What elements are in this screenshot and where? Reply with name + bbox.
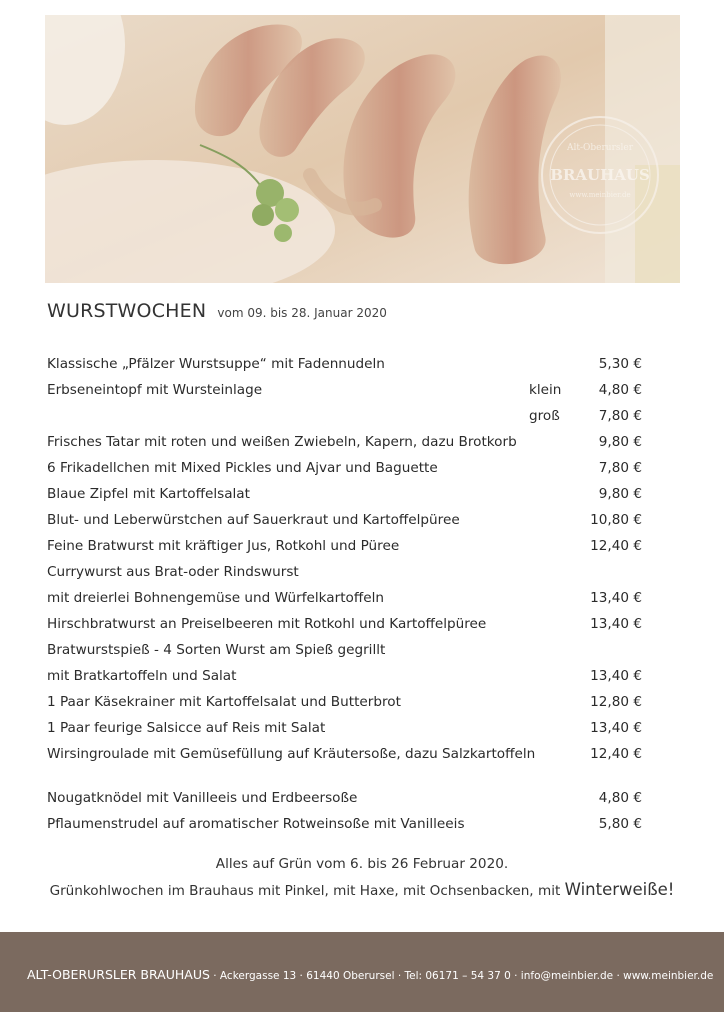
menu-item-text: 1 Paar Käsekrainer mit Kartoffelsalat und Butterbrot — [47, 694, 401, 710]
menu-item — [47, 481, 642, 507]
menu-item — [47, 533, 642, 559]
menu-item — [47, 507, 642, 533]
dessert-item-price: 5,80 € — [598, 816, 642, 832]
menu-list — [47, 351, 642, 837]
logo-text-top: Alt-Oberursler — [566, 143, 634, 153]
menu-item — [47, 559, 642, 585]
menu-item-price: 13,40 € — [590, 720, 642, 736]
announcement-highlight: Winterweiße! — [564, 880, 675, 899]
menu-item-price: 9,80 € — [598, 434, 642, 450]
menu-item — [47, 611, 642, 637]
menu-item-price: 7,80 € — [598, 460, 642, 476]
menu-item-text: 6 Frikadellchen mit Mixed Pickles und Ajvar und Baguette — [47, 460, 438, 476]
dessert-item-text: Nougatknödel mit Vanilleeis und Erdbeersoße — [47, 790, 358, 806]
menu-item-text: Wirsingroulade mit Gemüsefüllung auf Kräutersoße, dazu Salzkartoffeln — [47, 746, 536, 762]
footer-contact — [27, 964, 713, 983]
menu-item — [47, 403, 642, 429]
sausage-photo — [45, 15, 680, 283]
menu-item-text: Klassische „Pfälzer Wurstsuppe“ mit Fadennudeln — [47, 356, 385, 372]
menu-item-price: 10,80 € — [590, 512, 642, 528]
menu-item-text: Blut- und Leberwürstchen auf Sauerkraut und Kartoffelpüree — [47, 512, 460, 528]
menu-item — [47, 663, 642, 689]
menu-item-price: 13,40 € — [590, 590, 642, 606]
menu-item — [47, 741, 642, 767]
announcement-text: Grünkohlwochen im Brauhaus mit Pinkel, mit Haxe, mit Ochsenbacken, mit — [49, 883, 561, 899]
menu-item — [47, 715, 642, 741]
menu-item-price: 12,80 € — [590, 694, 642, 710]
menu-item-text: 1 Paar feurige Salsicce auf Reis mit Salat — [47, 720, 326, 736]
menu-item-text: Erbseneintopf mit Wursteinlage — [47, 382, 263, 398]
menu-item-price: 12,40 € — [590, 538, 642, 554]
page-title: WURSTWOCHEN — [47, 300, 207, 322]
menu-item — [47, 351, 642, 377]
menu-item-price: 7,80 € — [598, 408, 642, 424]
dessert-item-text: Pflaumenstrudel auf aromatischer Rotweinsoße mit Vanilleeis — [47, 816, 465, 832]
menu-item — [47, 429, 642, 455]
announcement-line-1: Alles auf Grün vom 6. bis 26 Februar 2020. — [215, 856, 509, 872]
menu-item-size: groß — [529, 408, 560, 424]
menu-item-text: Blaue Zipfel mit Kartoffelsalat — [47, 486, 250, 502]
menu-item-text: Feine Bratwurst mit kräftiger Jus, Rotkohl und Püree — [47, 538, 400, 554]
menu-heading — [47, 300, 387, 322]
menu-item — [47, 637, 642, 663]
menu-item — [47, 455, 642, 481]
menu-item — [47, 689, 642, 715]
logo-text-url: www.meinbier.de — [569, 191, 631, 199]
menu-item-text: mit Bratkartoffeln und Salat — [47, 668, 237, 684]
page-subtitle: vom 09. bis 28. Januar 2020 — [217, 306, 387, 320]
logo-text-main: BRAUHAUS — [550, 166, 650, 184]
menu-item-text: mit dreierlei Bohnengemüse und Würfelkartoffeln — [47, 590, 384, 606]
hero-image — [45, 15, 680, 283]
menu-item-price: 12,40 € — [590, 746, 642, 762]
menu-item-text: Hirschbratwurst an Preiselbeeren mit Rotkohl und Kartoffelpüree — [47, 616, 487, 632]
menu-item-price: 13,40 € — [590, 616, 642, 632]
menu-item-price: 9,80 € — [598, 486, 642, 502]
dessert-item-price: 4,80 € — [598, 790, 642, 806]
dessert-item — [47, 785, 642, 811]
menu-item-text: Currywurst aus Brat-oder Rindswurst — [47, 564, 299, 580]
menu-item-text: Frisches Tatar mit roten und weißen Zwiebeln, Kapern, dazu Brotkorb — [47, 434, 517, 450]
dessert-item — [47, 811, 642, 837]
footer-bar — [0, 932, 724, 1012]
announcement-line-2 — [0, 880, 724, 899]
footer-address: · Ackergasse 13 · 61440 Oberursel · Tel: 06171 – 54 37 0 · info@meinbier.de · www.meinbier.de — [209, 970, 714, 982]
menu-item-text: Bratwurstspieß - 4 Sorten Wurst am Spieß gegrillt — [47, 642, 386, 658]
footer-name: ALT-OBERURSLER BRAUHAUS — [27, 967, 210, 982]
menu-item — [47, 585, 642, 611]
menu-item-size: klein — [529, 382, 562, 398]
menu-item — [47, 377, 642, 403]
menu-item-price: 5,30 € — [598, 356, 642, 372]
menu-item-price: 13,40 € — [590, 668, 642, 684]
menu-item-price: 4,80 € — [598, 382, 642, 398]
